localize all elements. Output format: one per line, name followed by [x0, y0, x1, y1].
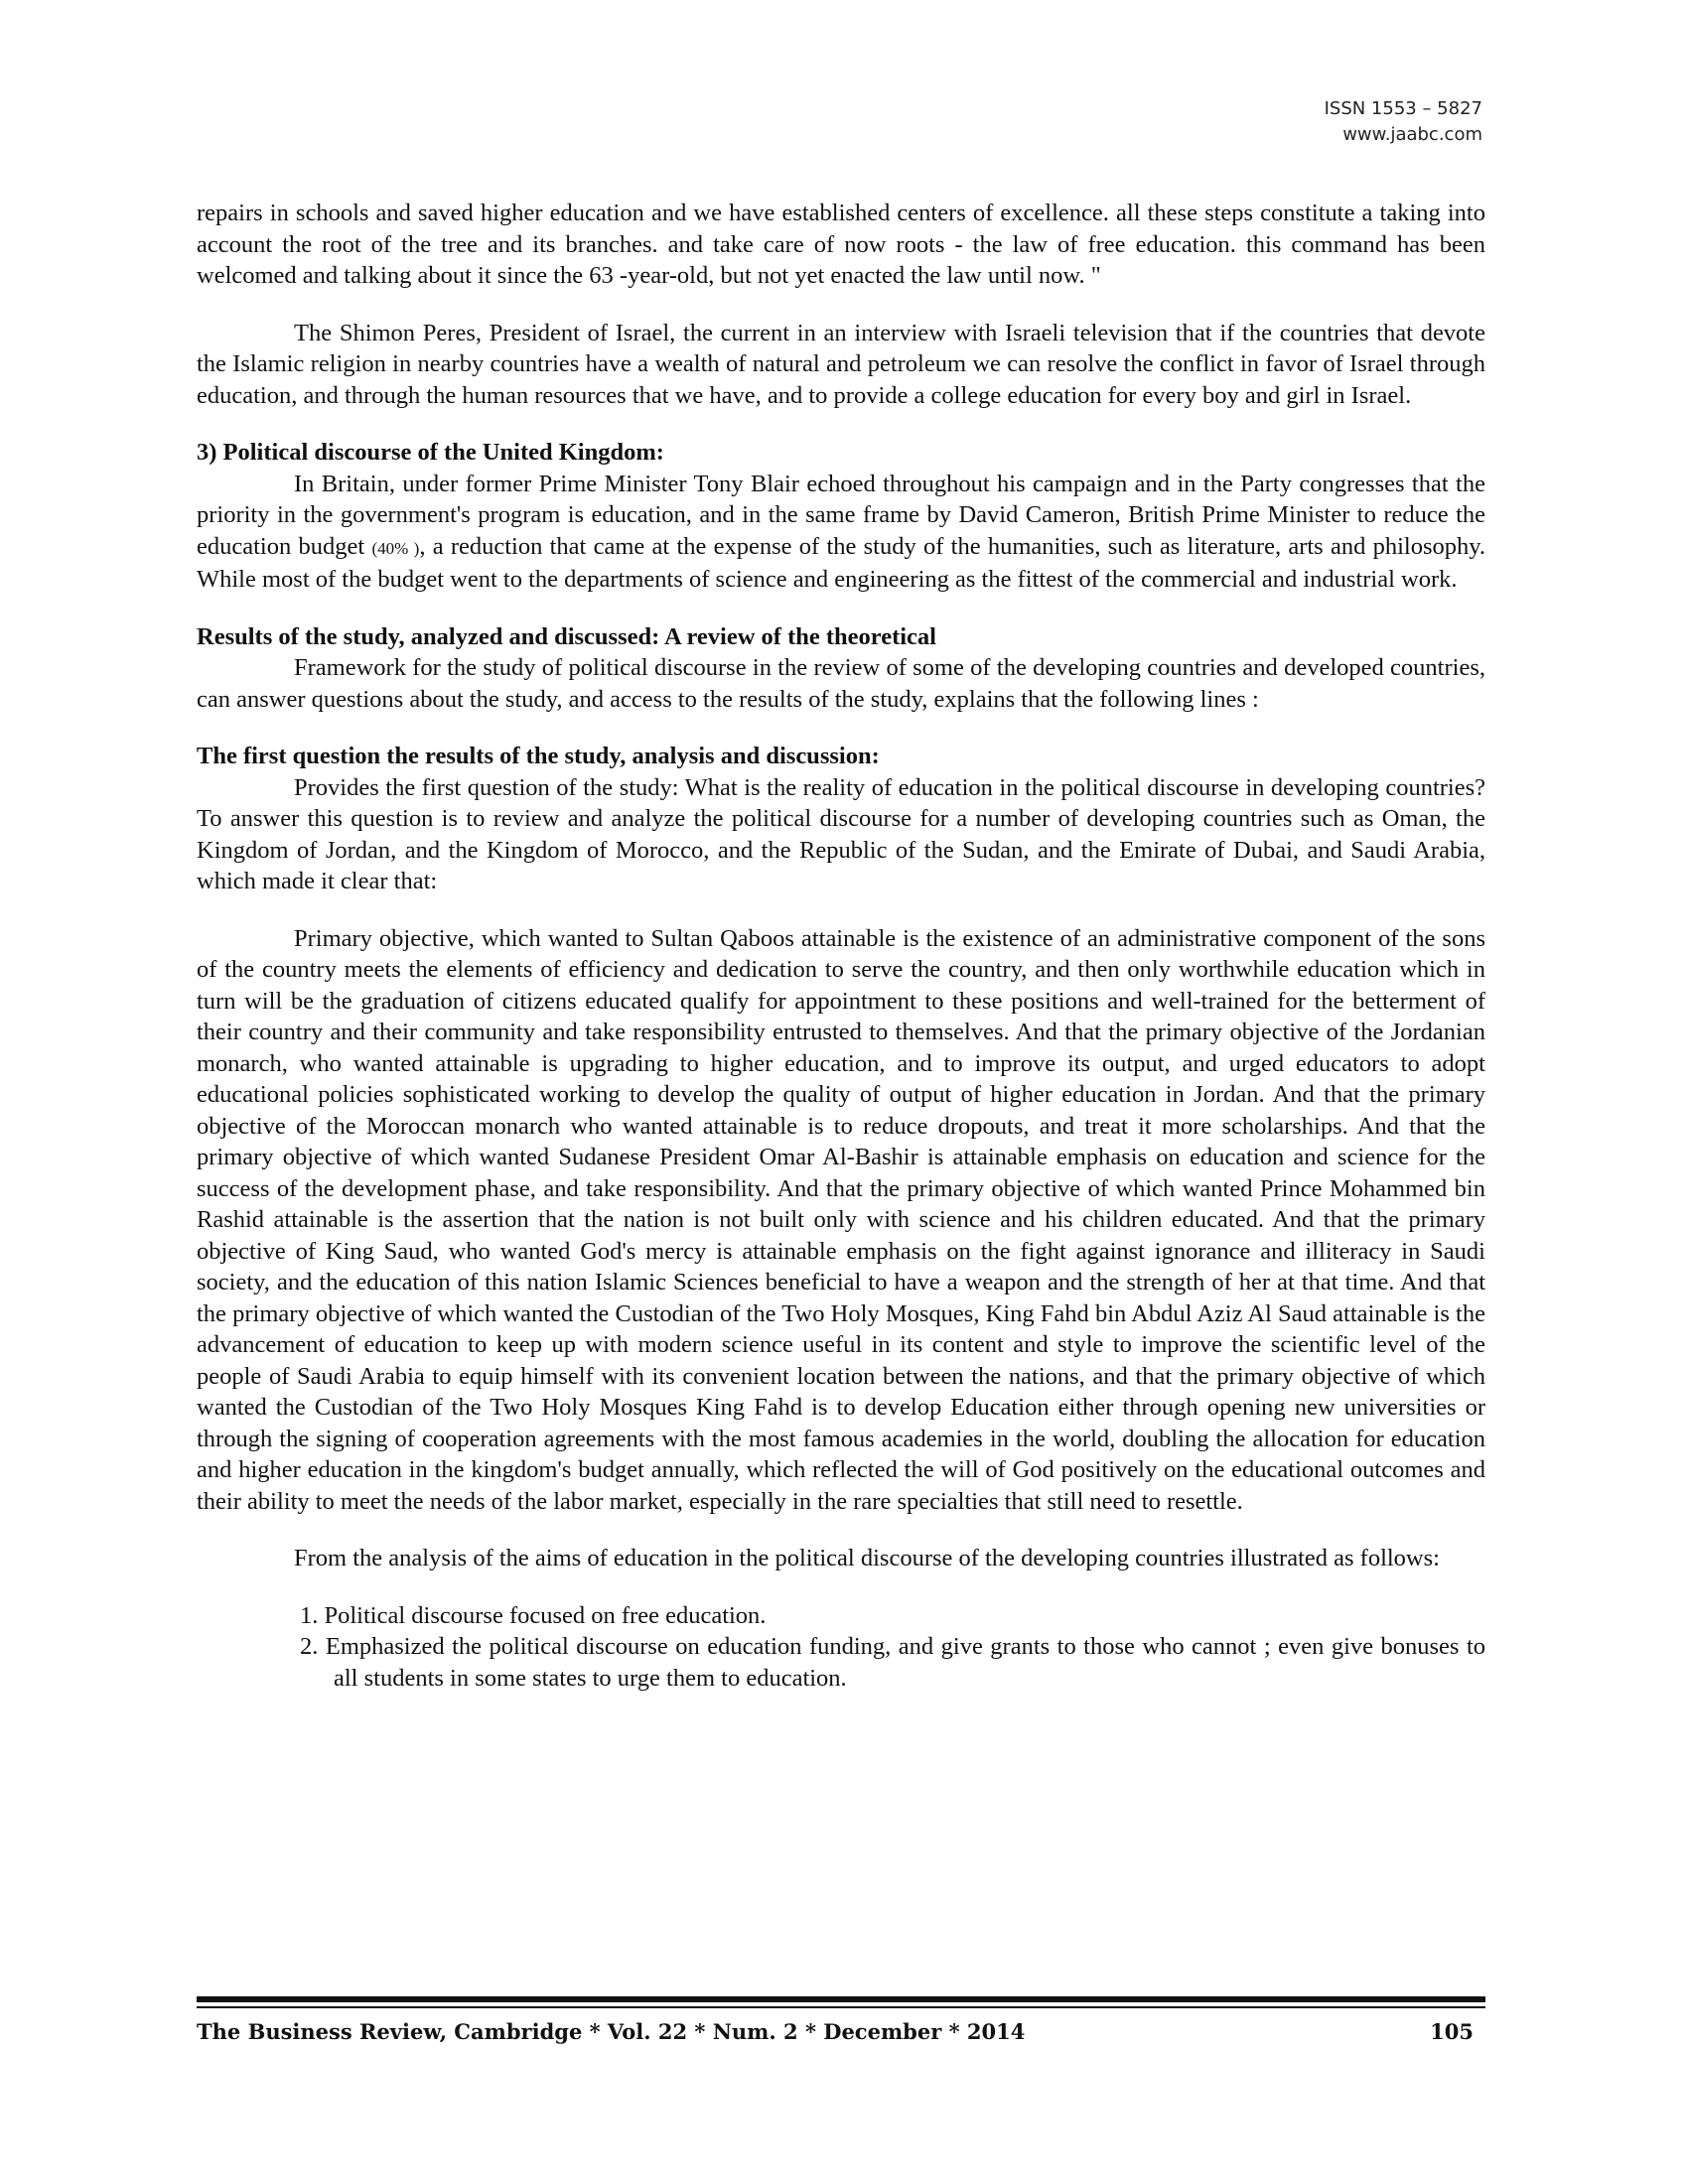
footer-rule-thick: [197, 1996, 1485, 2002]
footer-rule-thin: [197, 2006, 1485, 2008]
journal-citation: The Business Review, Cambridge * Vol. 22 * Num. 2 * December * 2014: [197, 2019, 1026, 2044]
heading-united-kingdom: 3) Political discourse of the United Kingdom:: [197, 439, 664, 466]
heading-results: Results of the study, analyzed and discussed: A review of the theoretical: [197, 622, 936, 650]
paragraph-primary-objective: Primary objective, which wanted to Sultan Qaboos attainable is the existence of an administrative component of the sons of the country meets the elements of efficiency and dedication to serve the country, and then only worthwhile education which in turn will be the graduation of citizens educated qualify for appointment to these positions and well-trained for the betterment of their country and their community and take responsibility entrusted to themselves. And that the primary objective of the Jordanian monarch, who wanted attainable is upgrading to higher education, and to improve its output, and urged educators to adopt educational policies sophisticated working to develop the quality of output of higher education in Jordan. And that the primary objective of the Moroccan monarch who wanted attainable is to reduce dropouts, and treat it more scholarships. And that the primary objective of which wanted Sudanese President Omar Al-Bashir is attainable emphasis on education and science for the success of the development phase, and take responsibility. And that the primary objective of which wanted Prince Mohammed bin Rashid attainable is the assertion that the nation is not built only with science and his children educated. And that the primary objective of King Saud, who wanted God's mercy is attainable emphasis on the fight against ignorance and illiteracy in Saudi society, and the education of this nation Islamic Sciences beneficial to have a weapon and the strength of her at that time. And that the primary objective of which wanted the Custodian of the Two Holy Mosques, King Fahd bin Abdul Aziz Al Saud attainable is the advancement of education to keep up with modern science useful in its content and style to improve the scientific level of the people of Saudi Arabia to equip himself with its convenient location between the nations, and that the primary objective of which wanted the Custodian of the Two Holy Mosques King Fahd is to develop Education either through opening new universities or through the signing of cooperation agreements with the most famous academies in the world, doubling the allocation for education and higher education in the kingdom's budget annually, which reflected the will of God positively on the educational outcomes and their ability to meet the needs of the labor market, especially in the rare specialties that still need to resettle.: [197, 924, 1485, 1515]
heading-first-question: The first question the results of the study, analysis and discussion:: [197, 743, 880, 769]
paragraph-britain-part1: In Britain, under former Prime Minister Tony Blair echoed throughout his campaign and in the Party congresses that the priority in the government's program is education, and in the same frame by David Cameron, British Prime Minister to reduce the education budget: [197, 470, 1485, 560]
list-item: 2. Emphasized the political discourse on education funding, and give grants to those who cannot ; even give bonuses to all students in some states to urge them to education.: [300, 1633, 1485, 1692]
aims-list: [197, 1600, 1485, 1695]
page-number: 105: [1430, 2019, 1474, 2044]
page-footer: [197, 2019, 1474, 2044]
paragraph-peres: The Shimon Peres, President of Israel, the current in an interview with Israeli television that if the countries that devote the Islamic religion in nearby countries have a wealth of natural and petroleum we can resolve the conflict in favor of Israel through education, and through the human resources that we have, and to provide a college education for every boy and girl in Israel.: [197, 319, 1485, 409]
paragraph-first-question: Provides the first question of the study: What is the reality of education in the political discourse in developing countries? To answer this question is to review and analyze the political discourse for a number of developing countries such as Oman, the Kingdom of Jordan, and the Kingdom of Morocco, and the Republic of the Sudan, and the Emirate of Dubai, and Saudi Arabia, which made it clear that:: [197, 773, 1485, 894]
paragraph-framework: Framework for the study of political discourse in the review of some of the developing countries and developed countries, can answer questions about the study, and access to the results of the study, explains that the following lines :: [197, 654, 1485, 713]
page-header: [1325, 96, 1482, 148]
issn-label: ISSN 1553 – 5827: [1324, 98, 1482, 119]
paragraph-analysis: From the analysis of the aims of education in the political discourse of the developing countries illustrated as follows:: [294, 1545, 1440, 1571]
list-item: 1. Political discourse focused on free education.: [300, 1601, 767, 1629]
body-text: [197, 198, 1485, 1694]
website-label: www.jaabc.com: [1342, 124, 1482, 145]
budget-percentage: (40% ): [371, 538, 420, 558]
paragraph-continuation: repairs in schools and saved higher education and we have established centers of excellence. all these steps constitute a taking into account the root of the tree and its branches. and take care of now roots - the law of free education. this command has been welcomed and talking about it since the 63 -year-old, but not yet enacted the law until now. ": [197, 200, 1485, 289]
paragraph-britain: [197, 469, 1485, 596]
paragraph-britain-part2: , a reduction that came at the expense of the study of the humanities, such as literature, arts and philosophy. While most of the budget went to the departments of science and engineering as the fittest of the commercial and industrial work.: [197, 532, 1486, 593]
